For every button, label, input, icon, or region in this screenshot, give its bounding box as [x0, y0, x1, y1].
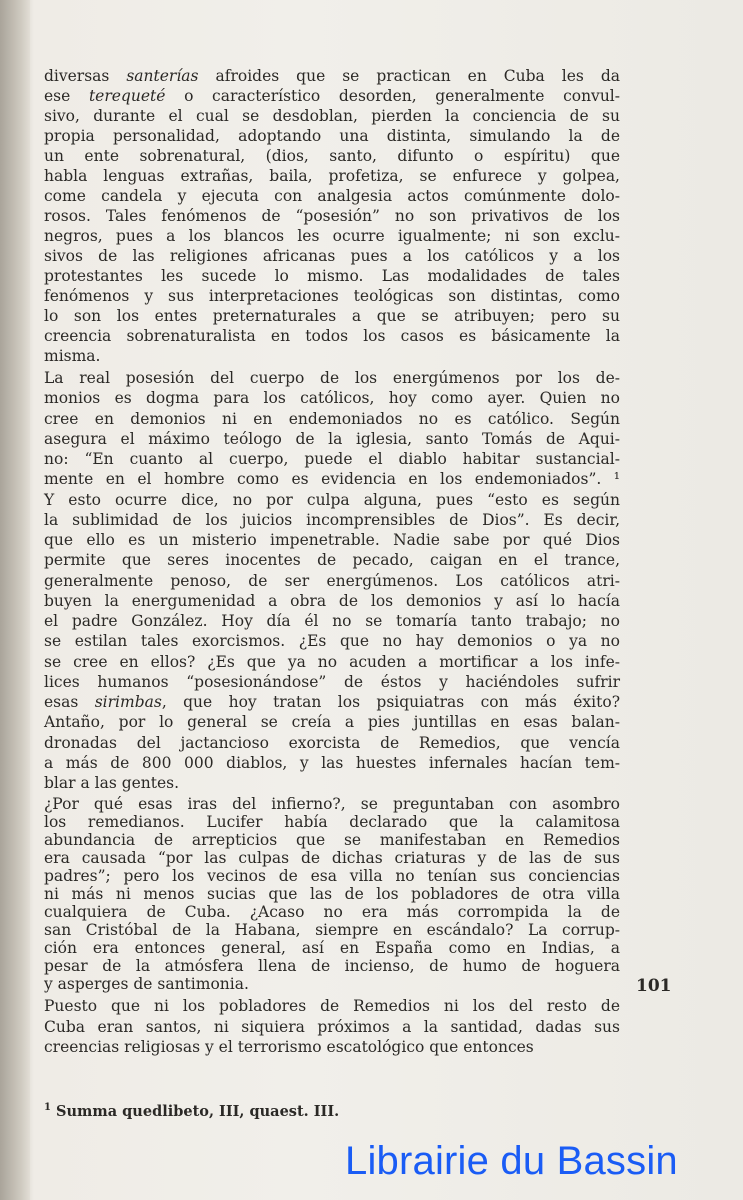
text-line	[44, 146, 620, 166]
text-line	[44, 885, 620, 903]
text-line	[44, 1037, 620, 1058]
text-line	[44, 1017, 620, 1038]
text-segment: cree en demonios ni en endemoniados no es católico. Según	[44, 409, 620, 428]
text-line	[44, 672, 620, 692]
text-line	[44, 903, 620, 921]
text-line	[44, 490, 620, 510]
text-segment: propia personalidad, adoptando una distinta, simulando la de	[44, 127, 620, 145]
text-segment: se estilan tales exorcismos. ¿Es que no hay demonios o ya no	[44, 632, 620, 651]
text-segment: padres”; pero los vecinos de esa villa no tenían sus conciencias	[44, 867, 620, 885]
text-line	[44, 449, 620, 469]
text-line	[44, 813, 620, 831]
text-segment: cualquiera de Cuba. ¿Acaso no era más corrompida la de	[44, 903, 620, 921]
text-segment: asegura el máximo teólogo de la iglesia, santo Tomás de Aqui-	[44, 429, 620, 448]
footnote	[44, 1102, 339, 1120]
text-line	[44, 66, 620, 86]
page-number: 101	[636, 976, 672, 996]
text-line	[44, 571, 620, 591]
text-segment: sivos de las religiones africanas pues a los católicos y a los	[44, 247, 620, 265]
text-line	[44, 306, 620, 326]
text-line	[44, 429, 620, 449]
text-segment: a más de 800 000 diablos, y las huestes infernales hacían tem-	[44, 753, 620, 772]
text-segment: misma.	[44, 347, 101, 365]
text-line	[44, 795, 620, 813]
text-segment: o característico desorden, generalmente convul-	[165, 87, 620, 105]
text-line	[44, 206, 620, 226]
text-segment: ¿Por qué esas iras del infierno?, se preguntaban con asombro	[44, 795, 620, 813]
text-segment: blar a las gentes.	[44, 774, 180, 792]
text-line	[44, 849, 620, 867]
text-segment: pesar de la atmósfera llena de incienso, de humo de hoguera	[44, 957, 620, 975]
text-line	[44, 652, 620, 672]
text-segment: come candela y ejecuta con analgesia actos comúnmente dolo-	[44, 187, 620, 205]
text-line	[44, 611, 620, 631]
text-segment: lices humanos “posesionándose” de éstos y haciéndoles sufrir	[44, 672, 620, 691]
text-segment: un ente sobrenatural, (dios, santo, difunto o espíritu) que	[44, 147, 620, 165]
adjacent-page-edge	[0, 0, 30, 1200]
text-line	[44, 692, 620, 712]
text-line	[44, 631, 620, 651]
italic-term: sirimbas	[94, 693, 162, 711]
text-segment: san Cristóbal de la Habana, siempre en escándalo? La corrup-	[44, 921, 620, 939]
text-line	[44, 346, 620, 366]
text-segment: creencia sobrenaturalista en todos los casos es básicamente la	[44, 327, 620, 345]
text-segment: , que hoy tratan los psiquiatras con más éxito?	[161, 693, 621, 711]
text-segment: se cree en ellos? ¿Es que ya no acuden a mortificar a los infe-	[44, 652, 620, 671]
text-line	[44, 510, 620, 530]
text-segment: dronadas del jactancioso exorcista de Remedios, que vencía	[44, 733, 620, 752]
text-line	[44, 530, 620, 550]
text-segment: era causada “por las culpas de dichas criaturas y de las de sus	[44, 849, 620, 867]
watermark: Librairie du Bassin	[345, 1139, 678, 1183]
text-line	[44, 186, 620, 206]
text-segment: afroides que se practican en Cuba les da	[198, 67, 620, 85]
text-line	[44, 712, 620, 732]
text-segment: negros, pues a los blancos les ocurre igualmente; ni son exclu-	[44, 227, 620, 245]
text-segment: Antaño, por lo general se creía a pies juntillas en esas balan-	[44, 713, 620, 732]
text-line	[44, 939, 620, 957]
footnote-text: Summa quedlibeto, III, quaest. III.	[50, 1102, 340, 1120]
italic-term: terequeté	[88, 87, 166, 105]
text-segment: Puesto que ni los pobladores de Remedios ni los del resto de	[44, 997, 620, 1015]
text-segment: ción era entonces general, así en España como en Indias, a	[44, 939, 620, 957]
text-segment: rosos. Tales fenómenos de “posesión” no son privativos de los	[44, 207, 620, 225]
text-line	[44, 591, 620, 611]
text-line	[44, 226, 620, 246]
text-line	[44, 975, 620, 993]
text-line	[44, 831, 620, 849]
text-segment: que ello es un misterio impenetrable. Nadie sabe por qué Dios	[44, 531, 620, 549]
text-segment: Cuba eran santos, ni siquiera próximos a la santidad, dadas sus	[44, 1017, 620, 1036]
text-line	[44, 326, 620, 346]
text-line	[44, 753, 620, 773]
text-segment: y asperges de santimonia.	[44, 975, 249, 993]
text-line	[44, 106, 620, 126]
text-segment: abundancia de arrepticios que se manifestaban en Remedios	[44, 831, 620, 849]
text-segment: los remedianos. Lucifer había declarado que la calamitosa	[44, 813, 620, 831]
text-line	[44, 550, 620, 570]
text-segment: la sublimidad de los juicios incomprensibles de Dios”. Es decir,	[44, 510, 620, 529]
text-line	[44, 469, 620, 489]
italic-term: santerías	[126, 67, 199, 85]
text-line	[44, 286, 620, 306]
text-segment: ese	[44, 87, 89, 105]
text-segment: ni más ni menos sucias que las de los pobladores de otra villa	[44, 885, 620, 903]
paragraph-1	[44, 66, 620, 366]
text-segment: lo son los entes preternaturales a que se atribuyen; pero su	[44, 307, 620, 325]
text-line	[44, 388, 620, 408]
text-segment: Y esto ocurre dice, no por culpa alguna, pues “esto es según	[44, 490, 620, 509]
text-line	[44, 368, 620, 388]
text-line	[44, 733, 620, 753]
text-segment: protestantes les sucede lo mismo. Las modalidades de tales	[44, 267, 620, 285]
text-line	[44, 996, 620, 1017]
text-line	[44, 246, 620, 266]
paragraph-4	[44, 996, 620, 1058]
text-segment: La real posesión del cuerpo de los energúmenos por los de-	[44, 369, 620, 387]
text-line	[44, 126, 620, 146]
text-segment: monios es dogma para los católicos, hoy como ayer. Quien no	[44, 389, 620, 408]
text-segment: habla lenguas extrañas, baila, profetiza, se enfurece y golpea,	[44, 167, 620, 185]
footnote-marker: 1	[44, 1102, 51, 1113]
text-segment: el padre González. Hoy día él no se tomaría tanto trabajo; no	[44, 612, 620, 630]
text-segment: no: “En cuanto al cuerpo, puede el diablo habitar sustancial-	[44, 450, 620, 468]
text-line	[44, 921, 620, 939]
text-segment: generalmente penoso, de ser energúmenos. Los católicos atri-	[44, 571, 620, 590]
text-segment: esas	[44, 693, 95, 711]
text-line	[44, 86, 620, 106]
text-line	[44, 409, 620, 429]
text-line	[44, 957, 620, 975]
paragraph-2	[44, 368, 620, 793]
text-segment: permite que seres inocentes de pecado, caigan en el trance,	[44, 551, 620, 570]
paragraph-3	[44, 795, 620, 993]
text-line	[44, 166, 620, 186]
text-segment: buyen la energumenidad a obra de los demonios y así lo hacía	[44, 591, 620, 610]
text-line	[44, 867, 620, 885]
text-segment: fenómenos y sus interpretaciones teológicas son distintas, como	[44, 287, 620, 305]
text-segment: sivo, durante el cual se desdoblan, pierden la conciencia de su	[44, 107, 620, 125]
text-line	[44, 773, 620, 793]
text-line	[44, 266, 620, 286]
text-segment: mente en el hombre como es evidencia en los endemoniados”. ¹	[44, 470, 620, 489]
text-segment: diversas	[44, 67, 127, 85]
text-segment: creencias religiosas y el terrorismo escatológico que entonces	[44, 1038, 534, 1056]
